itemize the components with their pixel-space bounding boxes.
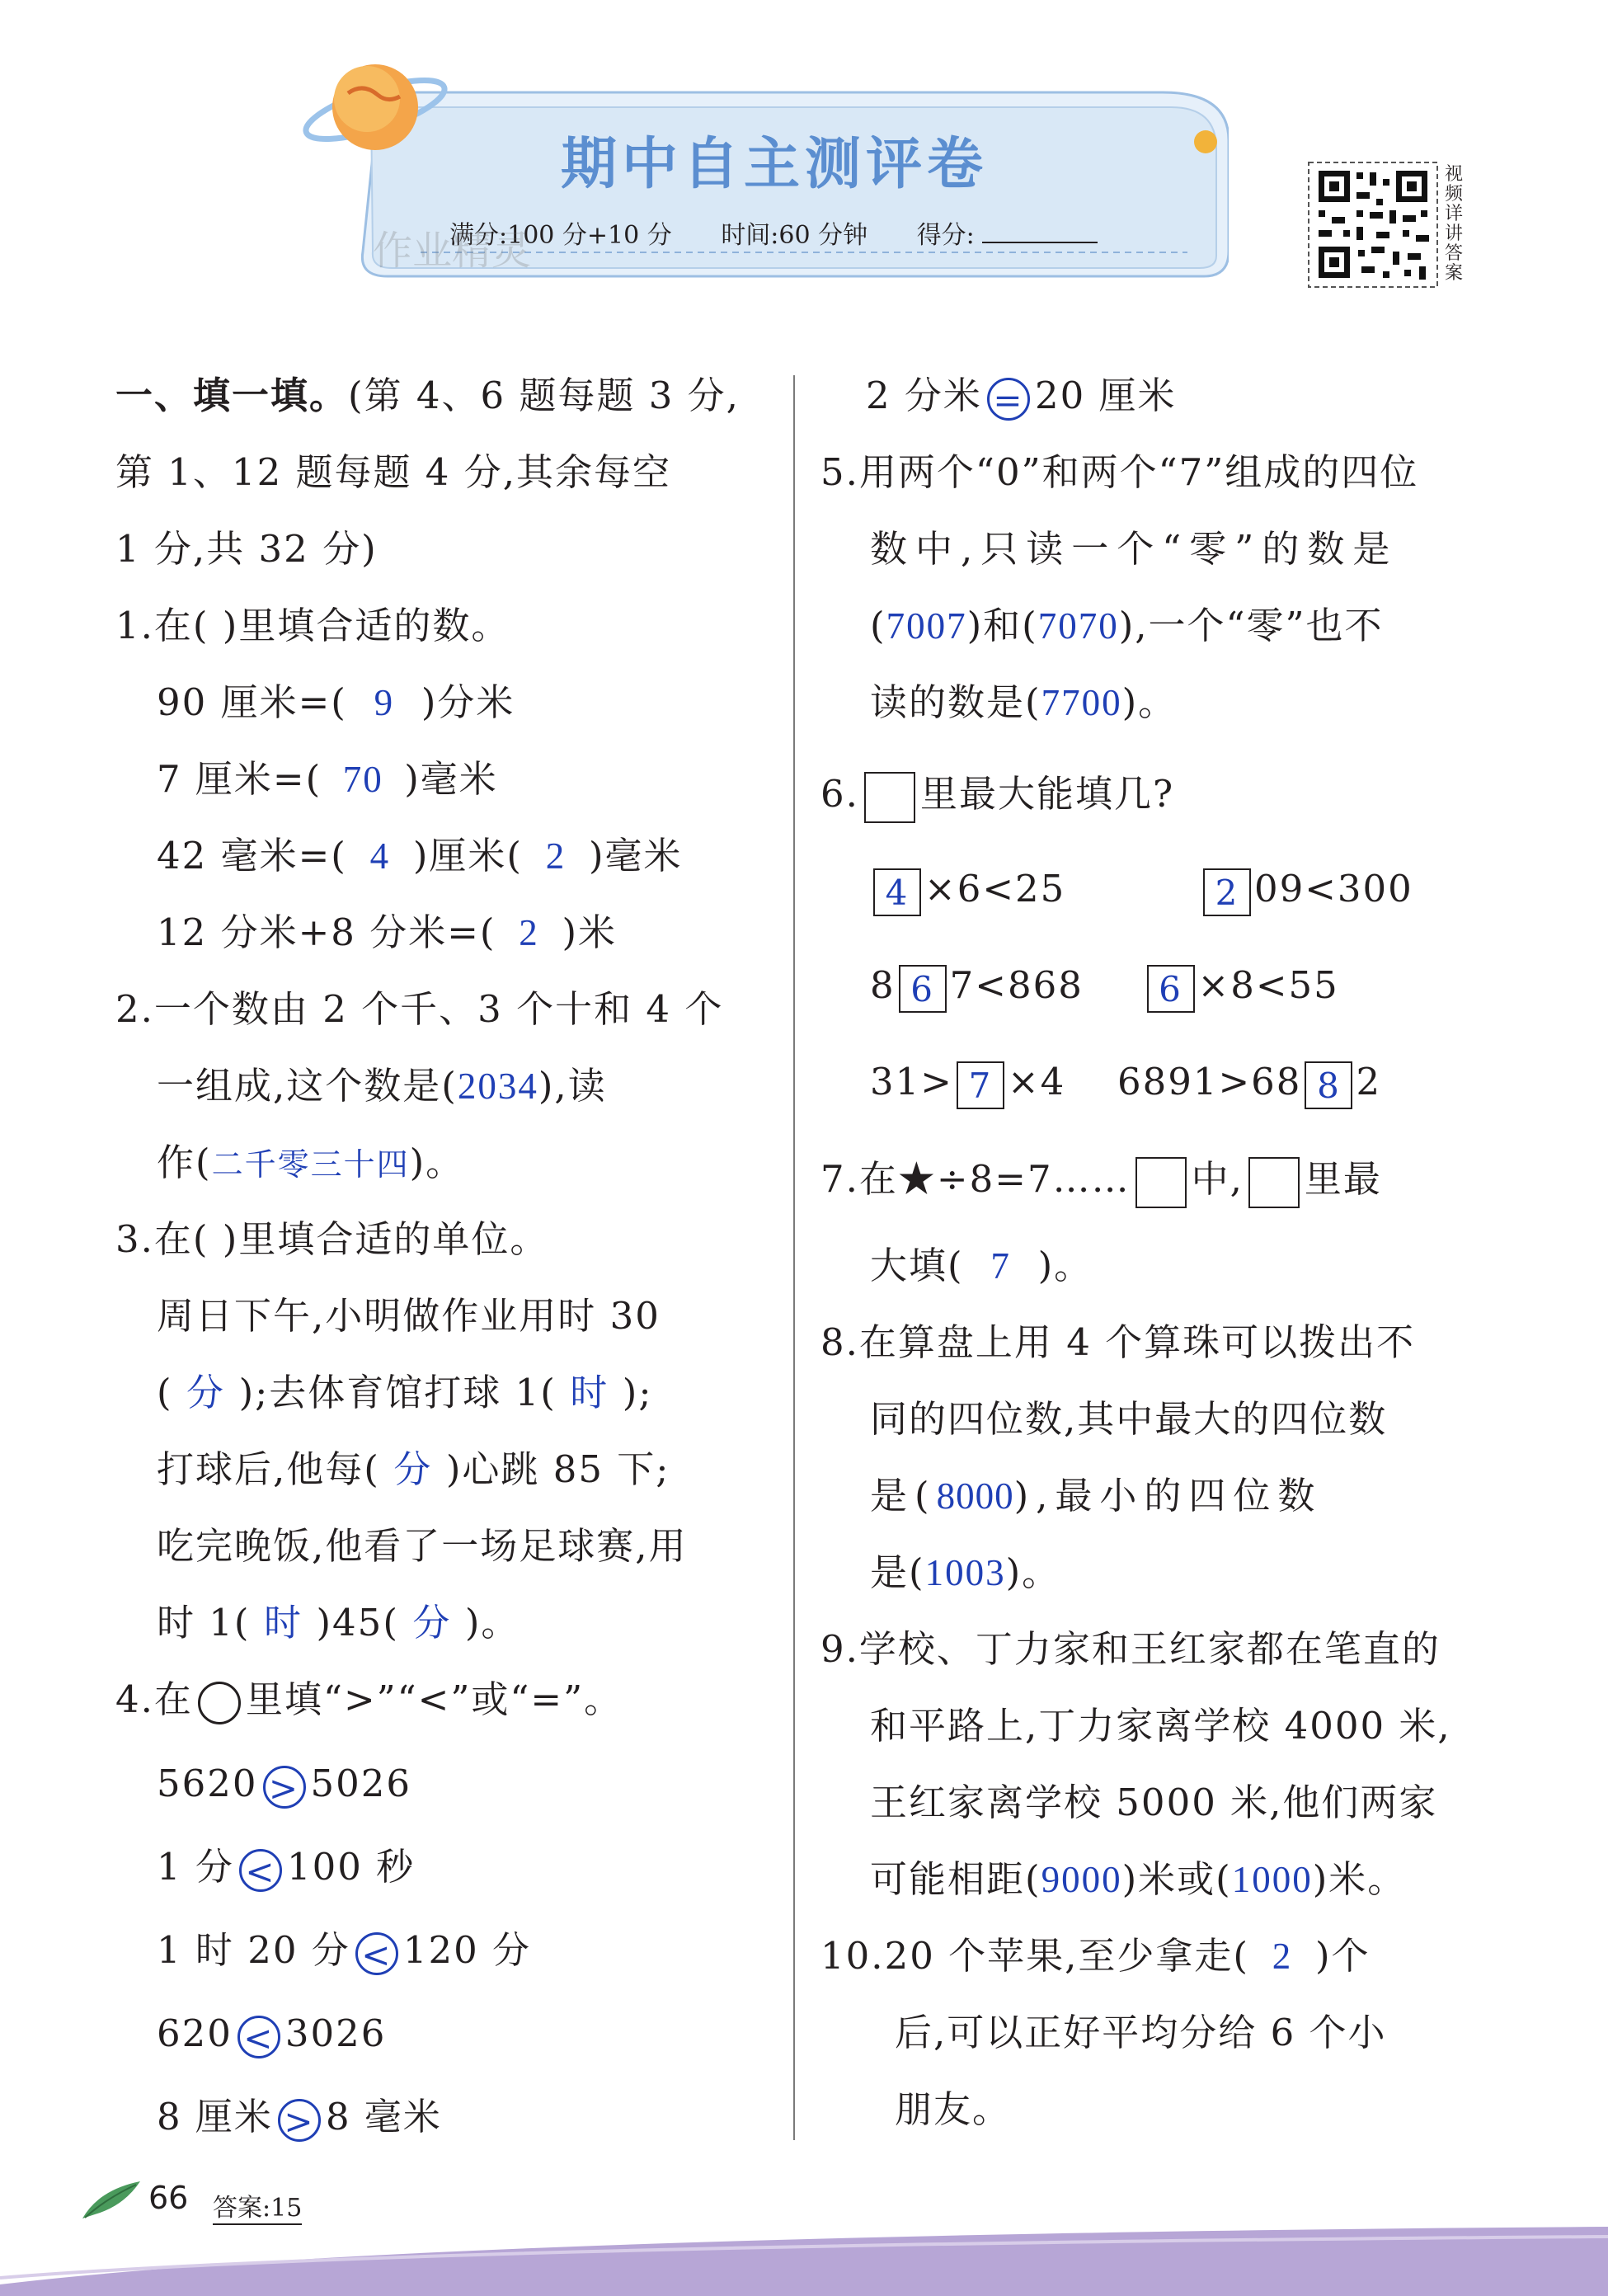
- q1-row-4: [157, 908, 617, 957]
- page-title: 期中自主测评卷: [561, 132, 989, 197]
- q6-row-3-expr-1: ×4: [1007, 1060, 1066, 1103]
- q7-answer: 7: [990, 1245, 1011, 1287]
- q8-line-4-right: )。: [1005, 1550, 1061, 1594]
- q4-row-2: [157, 1842, 415, 1892]
- q2-line-2-left: 一组成,这个数是(: [157, 1064, 458, 1108]
- q3-answer-5: 分: [412, 1602, 452, 1644]
- q6-row-3-prefix-2: 6891>68: [1117, 1060, 1302, 1103]
- q10-line-2: 后,可以正好平均分给 6 个小: [895, 2011, 1387, 2054]
- q5-line-4-right: )。: [1121, 680, 1178, 724]
- q9-answer-2: 1000: [1231, 1859, 1313, 1900]
- q7-line-2-right: )。: [1037, 1244, 1093, 1287]
- q5-line-1: 5.用两个“0”和两个“7”组成的四位: [820, 450, 1419, 494]
- q3-line-2-left: (: [157, 1371, 173, 1414]
- q1-row-3: [157, 831, 683, 881]
- qr-code[interactable]: [1307, 161, 1439, 289]
- leaf-icon: [78, 2173, 144, 2223]
- q5-line-4: [870, 678, 1177, 727]
- q2-line-2: [157, 1061, 607, 1111]
- q6-answer-5: 7: [957, 1061, 1004, 1109]
- q1-row-1-left: 90 厘米=(: [157, 680, 347, 724]
- q7-box-1: [1135, 1157, 1187, 1208]
- q4-stem-left: 4.在: [115, 1677, 193, 1721]
- score-line: [449, 214, 1098, 251]
- q2-line-2-right: ),读: [538, 1064, 607, 1108]
- q6-row-3-prefix: 31>: [870, 1060, 953, 1103]
- q3-line-4: 吃完晚饭,他看了一场足球赛,用: [157, 1524, 688, 1568]
- q5-line-2: 数中,只读一个“零”的数是: [870, 527, 1399, 571]
- q6-row-3: [870, 1057, 1381, 1109]
- q4-row-5-left: 8 厘米: [157, 2095, 273, 2138]
- q3-line-2-mid: );去体育馆打球 1(: [238, 1371, 557, 1414]
- q9-line-4: [870, 1855, 1406, 1904]
- q6-answer-2: 2: [1203, 868, 1251, 916]
- q6-answer-6: 8: [1305, 1061, 1352, 1109]
- q9-answer-1: 9000: [1041, 1859, 1122, 1900]
- q4-row-2-right: 100 秒: [286, 1845, 416, 1889]
- q6-stem: [820, 769, 1174, 823]
- q3-answer-4: 时: [263, 1602, 303, 1644]
- header-banner: [355, 82, 1229, 280]
- q3-answer-1: 分: [186, 1372, 226, 1414]
- q6-row-1-expr-2: 09<300: [1253, 867, 1413, 910]
- q8-line-1: 8.在算盘上用 4 个算珠可以拨出不: [820, 1320, 1416, 1364]
- score-blank: [982, 242, 1098, 243]
- q5-answer-2: 7070: [1037, 605, 1119, 647]
- q4-row-1-right: 5026: [310, 1762, 412, 1805]
- full-score: 满分:100 分+10 分: [449, 221, 672, 250]
- q10-answer: 2: [1272, 1936, 1293, 1977]
- q3-line-1: 周日下午,小明做作业用时 30: [157, 1294, 661, 1338]
- q6-answer-4: 6: [1147, 965, 1195, 1013]
- q9-line-4-right: )米。: [1312, 1857, 1407, 1901]
- q4-row-4-right: 3026: [284, 2011, 387, 2055]
- q1-row-4-left: 12 分米+8 分米=(: [157, 910, 496, 954]
- q7-line-2: [870, 1241, 1093, 1291]
- q1-row-1-answer: 9: [374, 682, 395, 723]
- q4-row-5: [157, 2092, 442, 2142]
- q1-row-2-left: 7 厘米=(: [157, 757, 322, 801]
- q3-line-5: [157, 1598, 520, 1648]
- q2-line-3-right: )。: [409, 1141, 465, 1184]
- q6-answer-1: 4: [873, 868, 921, 916]
- q6-row-3-suffix: 2: [1356, 1060, 1382, 1103]
- q7-line-1: [820, 1155, 1382, 1208]
- qr-icon: [1307, 161, 1439, 289]
- q5-line-3-mid: )和(: [966, 604, 1038, 647]
- q7-line-2-left: 大填(: [870, 1244, 964, 1287]
- q8-answer-2: 1003: [924, 1552, 1006, 1593]
- q4-row-2-left: 1 分: [157, 1845, 234, 1889]
- q8-line-3-right: ),最小的四位数: [1013, 1474, 1323, 1517]
- q6-stem-text: 里最大能填几?: [919, 772, 1175, 816]
- q9-line-2: 和平路上,丁力家离学校 4000 米,: [870, 1704, 1451, 1748]
- q9-line-4-mid: )米或(: [1121, 1857, 1232, 1901]
- q8-line-3-left: 是(: [870, 1474, 937, 1517]
- q1-row-3-right: )毫米: [588, 834, 683, 877]
- q5-answer-1: 7007: [886, 605, 967, 647]
- q1-row-3-mid: )厘米(: [412, 834, 523, 877]
- q4-stem-right: 里填“>”“<”或“=”。: [245, 1677, 623, 1721]
- q2-answer-words: 二千零三十四: [211, 1148, 410, 1183]
- q8-line-3: [870, 1471, 1322, 1521]
- q9-line-1: 9.学校、丁力家和王红家都在笔直的: [820, 1627, 1441, 1671]
- time-limit: 时间:60 分钟: [721, 221, 868, 250]
- q1-row-2-right: )毫米: [404, 757, 498, 801]
- q1-row-1: [157, 678, 515, 727]
- q4-row-3-right: 120 分: [402, 1928, 532, 1972]
- q7-box-2: [1248, 1157, 1300, 1208]
- q3-line-5-right: )。: [464, 1601, 520, 1644]
- q3-answer-3: 分: [393, 1449, 433, 1490]
- q4-row-3: [157, 1926, 531, 1975]
- q10-line-3: 朋友。: [895, 2087, 1012, 2131]
- q4-row-6-left: 2 分米: [866, 374, 982, 417]
- qr-caption: 视频详讲答案: [1445, 164, 1464, 284]
- section-1-note-2: 第 1、12 题每题 4 分,其余每空: [115, 450, 672, 494]
- q3-line-2-right: );: [622, 1371, 653, 1414]
- q8-answer-1: 8000: [936, 1475, 1014, 1517]
- q1-row-3-left: 42 毫米=(: [157, 834, 347, 877]
- q3-stem: 3.在( )里填合适的单位。: [115, 1217, 549, 1261]
- q1-stem: 1.在( )里填合适的数。: [115, 604, 510, 647]
- q6-row-1: [870, 864, 1413, 916]
- q3-line-5-left: 时 1(: [157, 1601, 251, 1644]
- q6-row-1-expr-1: ×6<25: [924, 867, 1066, 910]
- q5-line-3-left: (: [870, 604, 886, 647]
- watermark: 作业精灵: [373, 228, 532, 274]
- q4-row-5-answer: >: [278, 2099, 321, 2142]
- q3-line-3-left: 打球后,他每(: [157, 1447, 380, 1491]
- q4-row-1-answer: >: [263, 1766, 306, 1809]
- square-box-icon: [864, 772, 915, 823]
- q8-line-4-left: 是(: [870, 1550, 925, 1594]
- answer-page-ref: 答案:15: [213, 2187, 302, 2225]
- section-1-note-3: 1 分,共 32 分): [115, 527, 378, 571]
- q4-stem: [115, 1675, 623, 1724]
- q4-row-1-left: 5620: [157, 1762, 258, 1805]
- q4-row-6-right: 20 厘米: [1034, 374, 1177, 417]
- q9-line-3: 王红家离学校 5000 米,他们两家: [870, 1781, 1438, 1824]
- score-label: 得分:: [916, 221, 975, 250]
- q5-line-3-right: ),一个“零”也不: [1118, 604, 1384, 647]
- section-1-title: 一、填一填。: [115, 374, 349, 417]
- circle-icon: [198, 1682, 241, 1724]
- q10-line-1: [820, 1931, 1371, 1981]
- q2-answer-number: 2034: [457, 1066, 538, 1107]
- planet-icon: [297, 54, 454, 161]
- q3-line-3-right: )心跳 85 下;: [445, 1447, 670, 1491]
- section-1-note: (第 4、6 题每题 3 分,: [348, 374, 740, 417]
- q7-line-1-left: 7.在★÷8=7……: [820, 1157, 1131, 1201]
- q4-row-3-left: 1 时 20 分: [157, 1928, 350, 1972]
- q1-row-2-answer: 70: [342, 759, 383, 800]
- q1-row-4-right: )米: [562, 910, 618, 954]
- q4-row-4-answer: <: [237, 2016, 280, 2058]
- q4-row-3-answer: <: [355, 1932, 398, 1975]
- q4-row-6-answer: =: [987, 378, 1030, 421]
- q1-row-3-answer-1: 4: [369, 835, 391, 877]
- q3-answer-2: 时: [570, 1372, 609, 1414]
- q4-row-5-right: 8 毫米: [325, 2095, 442, 2138]
- q2-line-3-left: 作(: [157, 1141, 212, 1184]
- q7-line-1-mid: 中,: [1191, 1157, 1244, 1201]
- q10-line-1-left: 10.20 个苹果,至少拿走(: [820, 1934, 1249, 1978]
- q2-line-3: [157, 1138, 464, 1190]
- q1-row-3-answer-2: 2: [545, 835, 567, 877]
- page-number: 66: [148, 2180, 189, 2216]
- q3-line-3: [157, 1445, 670, 1494]
- q5-line-3: [870, 601, 1384, 651]
- section-1-heading: [115, 371, 740, 421]
- q8-line-4: [870, 1548, 1060, 1597]
- q6-stem-number: 6.: [820, 772, 859, 816]
- q9-line-4-left: 可能相距(: [870, 1857, 1041, 1901]
- q6-answer-3: 6: [899, 965, 947, 1013]
- q1-row-1-right: )分米: [421, 680, 515, 724]
- column-divider: [793, 375, 795, 2140]
- q4-row-6: [866, 371, 1177, 421]
- q4-row-4-left: 620: [157, 2011, 233, 2055]
- q3-line-5-mid: )45(: [316, 1601, 399, 1644]
- q10-line-1-right: )个: [1315, 1934, 1371, 1978]
- q2-line-1: 2.一个数由 2 个千、3 个十和 4 个: [115, 987, 724, 1031]
- q6-row-2: [870, 961, 1339, 1013]
- q6-row-2-expr-2: ×8<55: [1197, 963, 1339, 1007]
- q6-row-2-prefix: 8: [870, 963, 896, 1007]
- q6-row-2-expr-1: 7<868: [949, 963, 1084, 1007]
- q5-line-4-left: 读的数是(: [870, 680, 1041, 724]
- q3-line-2: [157, 1368, 653, 1418]
- q1-row-2: [157, 755, 498, 804]
- q4-row-2-answer: <: [239, 1849, 282, 1892]
- q7-line-1-right: 里最: [1304, 1157, 1382, 1201]
- q4-row-1: [157, 1759, 411, 1809]
- q5-answer-3: 7700: [1041, 682, 1122, 723]
- q1-row-4-answer: 2: [519, 912, 539, 953]
- q4-row-4: [157, 2009, 386, 2058]
- q8-line-2: 同的四位数,其中最大的四位数: [870, 1397, 1388, 1441]
